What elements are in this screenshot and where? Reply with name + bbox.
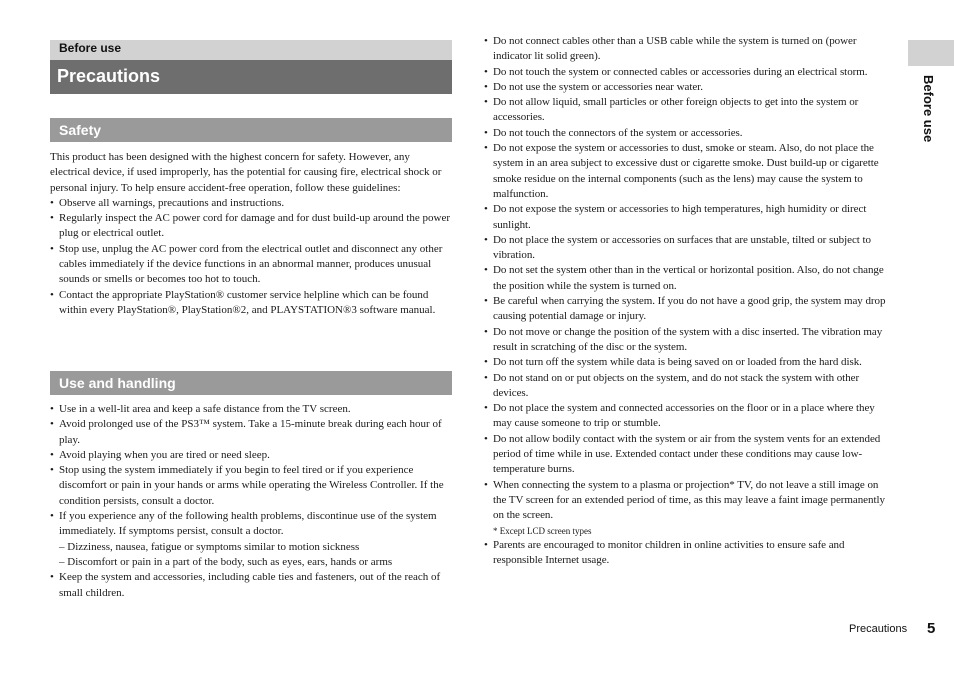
- list-item: • Contact the appropriate PlayStation® customer service helpline which can be found within every PlayStation®, PlayStation®2, and PLAYSTATION®3 software manual.: [50, 288, 452, 319]
- handling-list-end: [50, 570, 452, 601]
- list-item: • Avoid playing when you are tired or need sleep.: [50, 448, 452, 463]
- list-item: • Avoid prolonged use of the PS3™ system. Take a 15-minute break during each hour of play.: [50, 417, 452, 448]
- side-tab: [908, 40, 954, 66]
- list-item: • If you experience any of the following health problems, discontinue use of the system immediately. If symptoms persist, consult a doctor.: [50, 509, 452, 540]
- list-item: • Do not turn off the system while data is being saved on or loaded from the hard disk.: [484, 355, 886, 370]
- right-column: [484, 34, 886, 568]
- safety-heading: Safety: [50, 118, 452, 142]
- handling-section: [50, 402, 452, 601]
- list-item: • Do not expose the system or accessories to dust, smoke or steam. Also, do not place the system in an area subject to excessive dust or cigarette smoke. Dust build-up or cigarette smoke residue on the internal components (such as the lens) may cause the system to malfunction.: [484, 141, 886, 202]
- side-tab-label: Before use: [921, 75, 936, 143]
- list-item: • Stop use, unplug the AC power cord from the electrical outlet and disconnect any other cables immediately if the device functions in an abnormal manner, produces unusual sounds or smells or becomes too hot to touch.: [50, 242, 452, 288]
- list-item: • Do not place the system or accessories on surfaces that are unstable, tilted or subject to vibration.: [484, 233, 886, 264]
- list-item: • Do not use the system or accessories near water.: [484, 80, 886, 95]
- list-item: • Keep the system and accessories, including cable ties and fasteners, out of the reach of small children.: [50, 570, 452, 601]
- list-item: • Observe all warnings, precautions and instructions.: [50, 196, 452, 211]
- list-item: • Do not allow bodily contact with the system or air from the system vents for an extended period of time while in use. Extended contact under these conditions may cause low-temperature burns.: [484, 432, 886, 478]
- list-item: • Do not allow liquid, small particles or other foreign objects to get into the system or accessories.: [484, 95, 886, 126]
- section-tag: Before use: [50, 40, 452, 60]
- list-item: • Do not touch the connectors of the system or accessories.: [484, 126, 886, 141]
- list-item: • Use in a well-lit area and keep a safe distance from the TV screen.: [50, 402, 452, 417]
- list-item: • Stop using the system immediately if you begin to feel tired or if you experience discomfort or pain in your hands or arms while operating the Wireless Controller. If the condition persists, consult a doctor.: [50, 463, 452, 509]
- list-item: • Be careful when carrying the system. If you do not have a good grip, the system may drop causing potential damage or injury.: [484, 294, 886, 325]
- footnote: * Except LCD screen types: [493, 525, 592, 536]
- page-title: Precautions: [50, 60, 452, 94]
- safety-list: [50, 196, 452, 318]
- list-item: • Do not move or change the position of the system with a disc inserted. The vibration may result in scratching of the disc or the system.: [484, 325, 886, 356]
- list-item: • Do not stand on or put objects on the system, and do not stack the system with other devices.: [484, 371, 886, 402]
- symptom-item: – Discomfort or pain in a part of the body, such as eyes, ears, hands or arms: [59, 555, 393, 568]
- precautions-list: [484, 34, 886, 524]
- safety-intro: This product has been designed with the highest concern for safety. However, any electrical device, if used improperly, has the potential for causing fire, electrical shock or personal injury. To help ensure accident-free operation, follow these guidelines:: [50, 151, 442, 194]
- page-number: 5: [927, 620, 936, 637]
- list-item: • Regularly inspect the AC power cord for damage and for dust build-up around the power plug or electrical outlet.: [50, 211, 452, 242]
- list-item: • When connecting the system to a plasma or projection* TV, do not leave a still image on the TV screen for an extended period of time, as this may leave a faint image permanently on the screen.: [484, 478, 886, 524]
- safety-section: [50, 150, 452, 318]
- list-item: • Do not touch the system or connected cables or accessories during an electrical storm.: [484, 65, 886, 80]
- handling-list: [50, 402, 452, 540]
- handling-heading: Use and handling: [50, 371, 452, 395]
- list-item: • Parents are encouraged to monitor children in online activities to ensure safe and responsible Internet usage.: [484, 538, 886, 569]
- list-item: • Do not connect cables other than a USB cable while the system is turned on (power indicator lit solid green).: [484, 34, 886, 65]
- symptom-item: – Dizziness, nausea, fatigue or symptoms similar to motion sickness: [59, 540, 360, 553]
- list-item: • Do not place the system and connected accessories on the floor or in a place where they may cause someone to trip or stumble.: [484, 401, 886, 432]
- precautions-list-end: [484, 538, 886, 569]
- list-item: • Do not expose the system or accessories to high temperatures, high humidity or direct sunlight.: [484, 202, 886, 233]
- footer-label: Precautions: [849, 623, 908, 635]
- list-item: • Do not set the system other than in the vertical or horizontal position. Also, do not change the position while the system is turned on.: [484, 263, 886, 294]
